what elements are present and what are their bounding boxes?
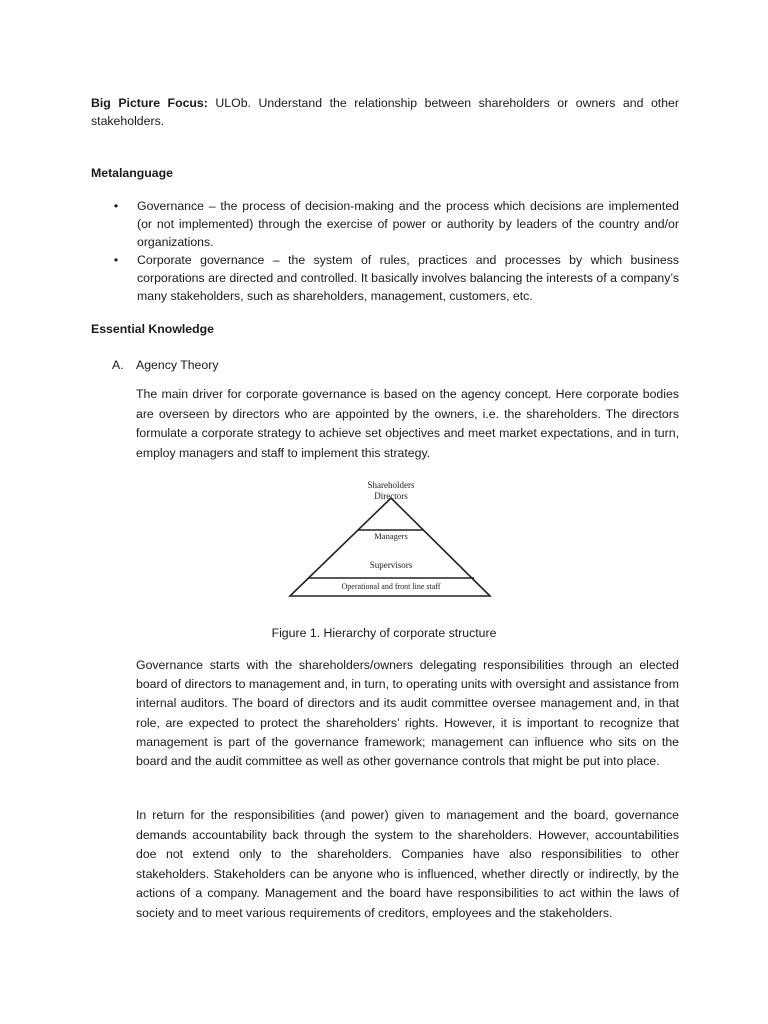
section-a-number: A. [112, 358, 124, 372]
metalanguage-item-text: Corporate governance – the system of rules, practices and processes by which business corporations are directed and controlled. It basically involves balancing the interests of a company’s many stakeholders, such as shareholders, management, customers, etc. [137, 253, 679, 303]
metalanguage-item [110, 197, 679, 251]
essential-knowledge-heading: Essential Knowledge [91, 322, 214, 336]
big-picture-focus [91, 94, 679, 130]
pyramid-label-supervisors: Supervisors [369, 560, 413, 570]
pyramid-label-staff: Operational and front line staff [341, 582, 441, 591]
governance-paragraph: Governance starts with the shareholders/owners delegating responsibilities through an elected board of directors to management and, in turn, to operating units with oversight and assistance from internal auditors. The board of directors and its audit committee oversee management and, in that role, are expected to protect the shareholders’ rights. However, it is important to recognize that management is part of the governance framework; management can influence who sits on the board and the audit committee as well as other governance controls that might be put into place. [136, 658, 679, 769]
section-a-title: Agency Theory [136, 358, 219, 372]
metalanguage-item-text: Governance – the process of decision-making and the process which decisions are implemented (or not implemented) through the exercise of power or authority by leaders of the country and/or organizations. [137, 199, 679, 249]
metalanguage-list [110, 197, 679, 305]
metalanguage-heading: Metalanguage [91, 166, 173, 180]
pyramid-label-directors: Directors [374, 491, 408, 501]
hierarchy-pyramid-figure [288, 476, 494, 602]
bullet-icon: • [113, 199, 119, 213]
pyramid-label-shareholders: Shareholders [367, 480, 415, 490]
agency-paragraph: The main driver for corporate governance is based on the agency concept. Here corporate bodies are overseen by directors who are appointed by the owners, i.e. the shareholders. The directors formulate a corporate strategy to achieve set objectives and meet market expectations, and in turn, employ managers and staff to implement this strategy. [136, 387, 679, 460]
big-picture-text: ULOb. Understand the relationship between shareholders or owners and other stakeholders. [91, 96, 679, 128]
metalanguage-item [110, 251, 679, 305]
big-picture-label: Big Picture Focus: [91, 96, 208, 110]
figure-caption: Figure 1. Hierarchy of corporate structure [271, 626, 497, 640]
bullet-icon: • [113, 253, 119, 267]
accountability-paragraph: In return for the responsibilities (and power) given to management and the board, governance demands accountability back through the system to the shareholders. However, accountabilities doe not extend only to the shareholders. Companies have also responsibilities to other stakeholders. Stakeholders can be anyone who is influenced, whether directly or indirectly, by the actions of a company. Management and the board have responsibilities to act within the laws of society and to meet various requirements of creditors, employees and the stakeholders. [136, 808, 679, 920]
section-a-heading [112, 356, 218, 374]
pyramid-label-managers: Managers [374, 531, 408, 541]
